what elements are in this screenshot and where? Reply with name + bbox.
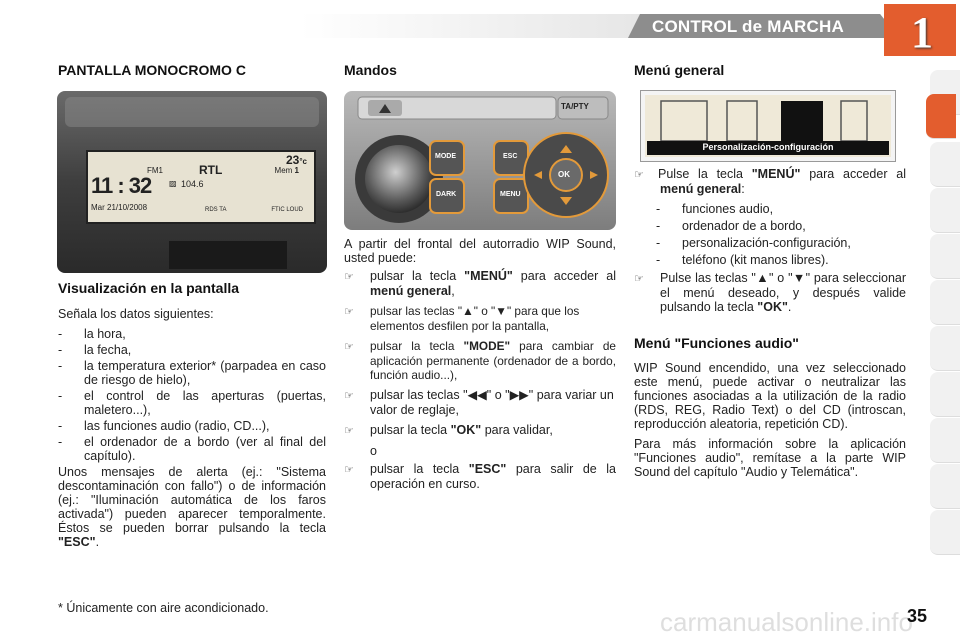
up-arrow-icon: ▲ [755, 271, 769, 285]
lcd-fm: FM1 [147, 166, 163, 175]
chapter-tabs [926, 70, 960, 580]
ta-pty-button: TA/PTY [561, 102, 589, 111]
footnote: * Únicamente con aire acondicionado. [58, 601, 269, 615]
col2-or: o [370, 444, 377, 458]
list-item: ☞ pulsar la tecla "OK" para validar, [344, 423, 553, 437]
list-item: - la fecha, [58, 343, 132, 357]
list-item: ☞ pulsar la tecla "MENÚ" para acceder al menú general, [344, 269, 616, 298]
section-heading-funciones-audio: Menú "Funciones audio" [634, 335, 799, 351]
chapter-number: 1 [911, 8, 933, 57]
mode-button: MODE [435, 153, 456, 160]
lcd-mem: Mem 1 [274, 166, 299, 175]
list-item: ☞ Pulse las teclas "▲" o "▼" para seleccionar el menú deseado, y después valide pulsando la tecla "OK". [634, 271, 907, 314]
ok-button: OK [558, 170, 570, 179]
lcd-door-icon: ▨ [169, 179, 177, 188]
watermark: carmanualsonline.info [660, 607, 913, 637]
col3-text [634, 167, 906, 320]
col1-text [58, 307, 326, 555]
col2-intro: A partir del frontal del autorradio WIP Sound, usted puede: [344, 237, 616, 265]
section-heading-visualizacion: Visualización en la pantalla [58, 280, 240, 296]
list-item: - personalización-configuración, [656, 236, 851, 250]
list-item: ☞ pulsar la tecla "ESC" para salir de la operación en curso. [344, 462, 616, 491]
section-heading-mandos: Mandos [344, 62, 397, 78]
dark-button: DARK [436, 191, 457, 198]
chapter-tab[interactable] [930, 326, 960, 371]
forward-icon: ▶▶ [509, 388, 529, 402]
list-item: ☞ Pulse la tecla "MENÚ" para acceder al menú general: [634, 167, 906, 196]
audio-paragraph-2: Para más información sobre la aplicación "Funciones audio", remítase a la parte WIP Sound del capítulo "Audio y Telemática". [634, 437, 906, 479]
lcd-screen [87, 151, 315, 223]
list-item: - la hora, [58, 327, 126, 341]
menu-general-screen [640, 90, 896, 162]
col3-audio-text [634, 361, 906, 485]
lcd-temperature: 23°c [285, 153, 307, 167]
list-item: - la temperatura exterior* (parpadea en caso de riesgo de hielo), [58, 359, 326, 387]
rewind-icon: ◀◀ [467, 388, 487, 402]
list-item: - el ordenador de a bordo (ver al final del capítulo). [58, 435, 326, 463]
down-arrow-icon: ▼ [495, 304, 507, 318]
list-item: ☞ pulsar la tecla "MODE" para cambiar de aplicación permanente (ordenador de a bordo, función audio...), [344, 339, 616, 382]
chapter-tab[interactable] [930, 280, 960, 325]
list-item: - el control de las aperturas (puertas, maletero...), [58, 389, 326, 417]
list-item: - teléfono (kit manos libres). [656, 253, 829, 267]
controls-photo [344, 91, 616, 230]
page-header [0, 0, 960, 56]
lcd-rds: RDS TA [205, 207, 227, 213]
section-heading-menu-general: Menú general [634, 62, 725, 78]
list-item: - las funciones audio (radio, CD...), [58, 419, 270, 433]
page-number: 35 [907, 606, 928, 626]
section-heading-pantalla: PANTALLA MONOCROMO C [58, 62, 246, 78]
esc-button: ESC [503, 153, 518, 160]
down-arrow-icon: ▼ [792, 271, 806, 285]
audio-paragraph-1: WIP Sound encendido, una vez seleccionado este menú, puede activar o neutralizar las funciones asociadas a la utilización de la radio (RDS, REG, Radio Text) o del CD (introscan, reproducción aleatoria, repetición CD). [634, 361, 906, 431]
menu-button: MENU [500, 191, 521, 198]
lcd-time: 11 : 32 [91, 173, 152, 198]
menu-selected-label: Personalización-configuración [702, 142, 834, 152]
lcd-frequency: 104.6 [181, 179, 204, 189]
list-item: - ordenador de a bordo, [656, 219, 806, 233]
monochrome-display-photo [57, 91, 327, 273]
chapter-tab[interactable] [930, 372, 960, 417]
chapter-tab[interactable] [930, 234, 960, 279]
chapter-tab[interactable] [930, 188, 960, 233]
col1-intro: Señala los datos siguientes: [58, 307, 214, 321]
list-item: ☞ pulsar las teclas "◀◀" o "▶▶" para variar un valor de reglaje, [344, 388, 614, 417]
chapter-tab-active[interactable] [926, 94, 956, 139]
chapter-tab[interactable] [930, 464, 960, 509]
chapter-tab[interactable] [930, 510, 960, 555]
chapter-tab[interactable] [930, 418, 960, 463]
chapter-tab[interactable] [930, 142, 960, 187]
chapter-title: CONTROL de MARCHA [652, 17, 844, 36]
col2-text [344, 237, 616, 497]
list-item: ☞ pulsar las teclas "▲" o "▼" para que los elementos desfilen por la pantalla, [344, 304, 580, 333]
lcd-loud: FTIC LOUD [271, 207, 303, 213]
lcd-station: RTL [199, 163, 223, 177]
lcd-date: Mar 21/10/2008 [91, 203, 148, 212]
list-item: - funciones audio, [656, 202, 774, 216]
col1-paragraph: Unos mensajes de alerta (ej.: "Sistema descontaminación con fallo") o de información (ej.: "Iluminación automática de los faros activada") pueden aparecer temporalmente. Éstos se pueden borrar pulsando la tecla "ESC". [58, 465, 326, 549]
up-arrow-icon: ▲ [462, 304, 474, 318]
